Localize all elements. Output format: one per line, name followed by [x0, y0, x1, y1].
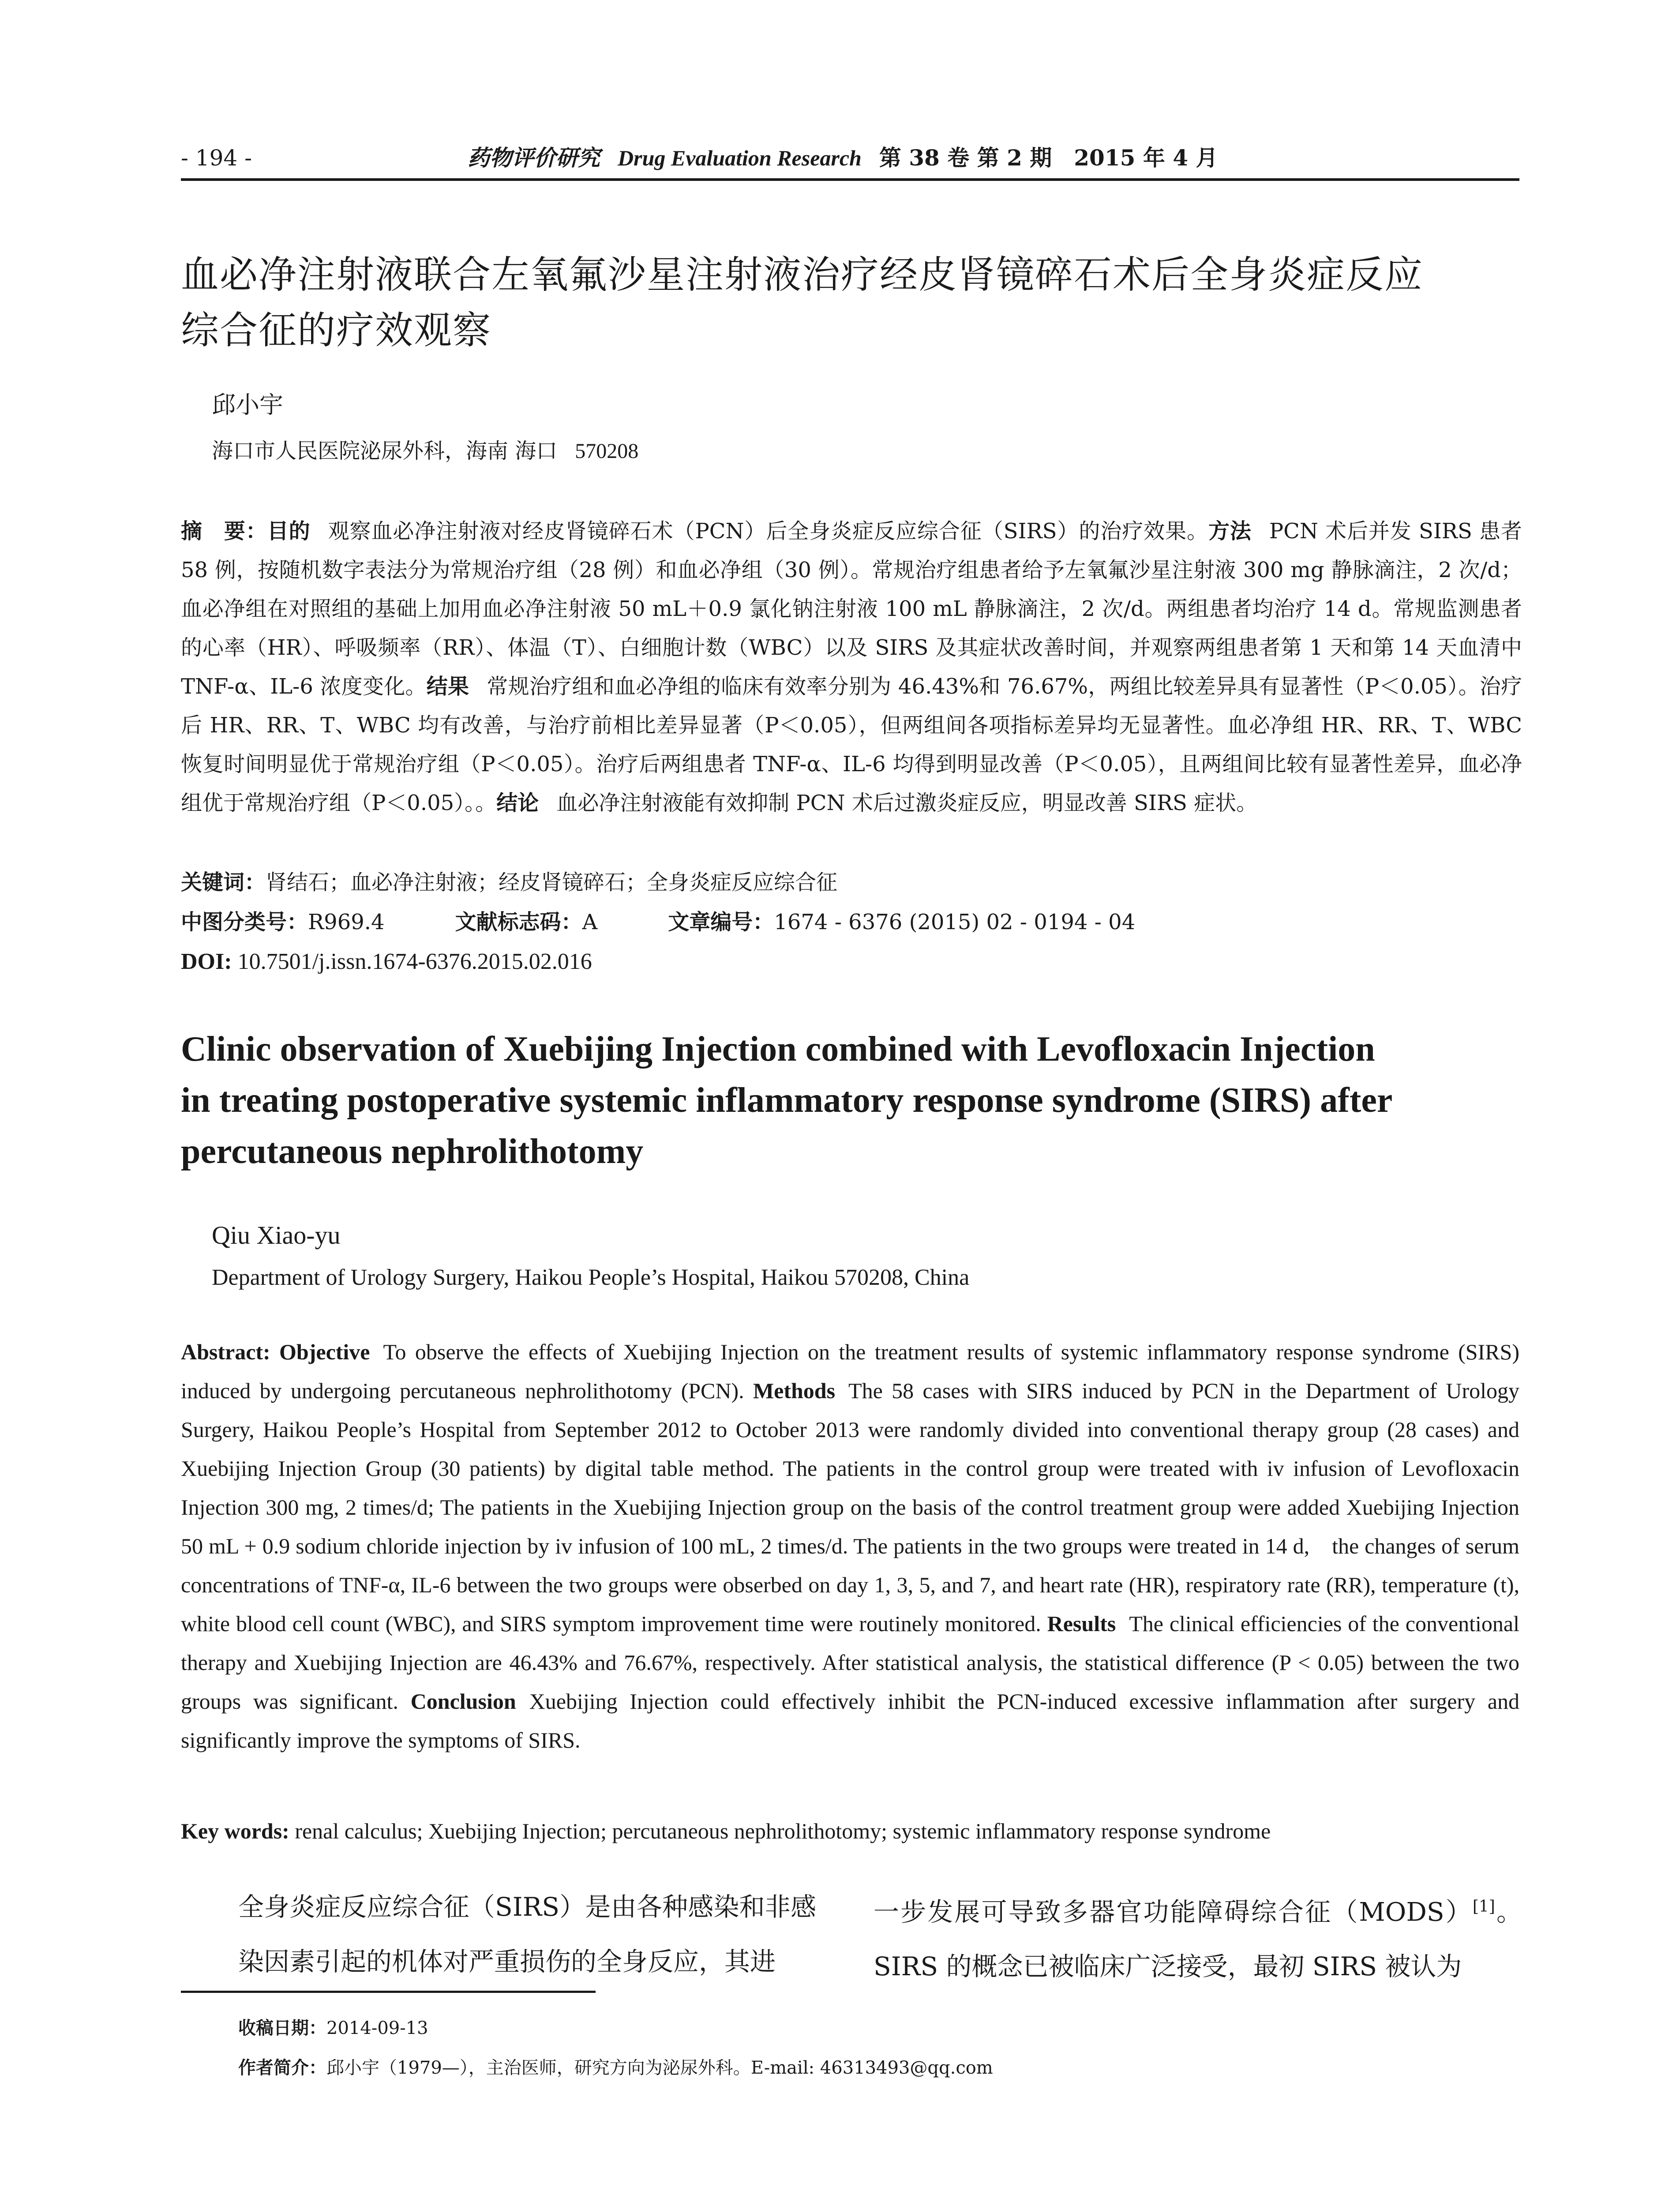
footnote-author-bio: [238, 2052, 993, 2083]
author-en: Qiu Xiao-yu: [212, 1221, 341, 1249]
keywords-en: [181, 1813, 1271, 1849]
methods-en-label: Methods: [753, 1378, 836, 1403]
objective-en-text: To observe the effects of Xuebijing Injection on the treatment results of systemic inflammatory response syndrome (SIRS) induced by undergoing percutaneous nephrolithotomy (PCN).: [181, 1339, 1519, 1403]
doi-line: [181, 944, 592, 979]
doc-code-value: A: [582, 910, 598, 934]
results-cn-text: 常规治疗组和血必净组的临床有效率分别为 46.43%和 76.67%，两组比较差异具有显著性（P＜0.05）。治疗后 HR、RR、T、WBC 均有改善，与治疗前相比差异显著（P＜0.05），但两组间各项指标差异均无显著性。血必净组 HR、RR、T、WBC 恢复时间明显优于常规治疗组（P＜0.05）。治疗后两组患者 TNF-α、IL-6 均得到明显改善（P＜0.05），且两组间比较有显著性差异，血必净组优于常规治疗组（P＜0.05）。。: [181, 674, 1522, 815]
received-value: 2014-09-13: [326, 2018, 428, 2038]
journal-name-en: Drug Evaluation Research: [618, 146, 862, 170]
abstract-cn-label: 摘 要：: [181, 519, 267, 544]
abstract-cn: [181, 512, 1522, 822]
abstract-en-label: Abstract:: [181, 1339, 270, 1364]
title-cn: [181, 247, 1522, 358]
results-en-text: The clinical efficiencies of the conventional therapy and Xuebijing Injection are 46.43% and 76.67%, respectively. After statistical analysis, the statistical difference (P < 0.05) between the two groups was significant.: [181, 1611, 1520, 1714]
methods-cn-text: PCN 术后并发 SIRS 患者 58 例，按随机数字表法分为常规治疗组（28 例）和血必净组（30 例）。常规治疗组患者给予左氧氟沙星注射液 300 mg 静脉滴注，2 次/d；血必净组在对照组的基础上加用血必净注射液 50 mL＋0.9 氯化钠注射液 100 mL 静脉滴注，2 次/d。两组患者均治疗 14 d。常规监测患者的心率（HR）、呼吸频率（RR）、体温（T）、白细胞计数（WBC）以及 SIRS 及其症状改善时间，并观察两组患者第 1 天和第 14 天血清中 TNF-α、IL-6 浓度变化。: [181, 519, 1522, 699]
page-number: - 194 -: [181, 145, 252, 171]
doi-label: DOI:: [181, 949, 232, 974]
body-column-right: [874, 1880, 1522, 1994]
title-cn-line: 血必净注射液联合左氧氟沙星注射液治疗经皮肾镜碎石术后全身炎症反应: [181, 253, 1423, 297]
bio-label: 作者简介：: [238, 2058, 326, 2078]
classification-line: [181, 904, 1135, 940]
affiliation-en: Department of Urology Surgery, Haikou People’s Hospital, Haikou 570208, China: [212, 1265, 970, 1290]
footnote-received: [238, 2013, 428, 2044]
keywords-cn: [181, 865, 837, 900]
journal-logo-cn: 药物评价研究: [468, 145, 600, 171]
received-label: 收稿日期：: [238, 2018, 326, 2038]
results-cn-label: 结果: [426, 674, 469, 699]
author-cn: 邱小宇: [212, 391, 283, 419]
conclusion-cn-label: 结论: [496, 791, 539, 815]
conclusion-en-text: Xuebijing Injection could effectively inhibit the PCN-induced excessive inflammation after surgery and significantly improve the symptoms of SIRS.: [181, 1689, 1520, 1752]
title-en-line: in treating postoperative systemic inflammatory response syndrome (SIRS) after: [181, 1081, 1393, 1120]
body-text: 一步发展可导致多器官功能障碍综合征（MODS）: [874, 1897, 1473, 1927]
keywords-en-text: renal calculus; Xuebijing Injection; percutaneous nephrolithotomy; systemic inflammatory response syndrome: [295, 1819, 1271, 1843]
title-en: [181, 1024, 1540, 1177]
title-cn-line: 综合征的疗效观察: [181, 308, 491, 353]
article-no-value: 1674 - 6376 (2015) 02 - 0194 - 04: [774, 910, 1136, 934]
methods-en-text: The 58 cases with SIRS induced by PCN in the Department of Urology Surgery, Haikou People’s Hospital from September 2012 to October 2013 were randomly divided into conventional therapy group (28 cases) and Xuebijing Injection Group (30 patients) by digital table method. The patients in the control group were treated with iv infusion of Levofloxacin Injection 300 mg, 2 times/d; The patients in the Xuebijing Injection group on the basis of the control treatment group were added Xuebijing Injection 50 mL + 0.9 sodium chloride injection by iv infusion of 100 mL, 2 times/d. The patients in the two groups were treated in 14 d, the changes of serum concentrations of TNF-α, IL-6 between the two groups were obserbed on day 1, 3, 5, and 7, and heart rate (HR), respiratory rate (RR), temperature (t), white blood cell count (WBC), and SIRS symptom improvement time were routinely monitored.: [181, 1378, 1519, 1636]
keywords-en-label: Key words:: [181, 1819, 289, 1843]
clc-value: R969.4: [308, 910, 385, 934]
postcode: 570208: [575, 439, 639, 463]
title-en-line: percutaneous nephrolithotomy: [181, 1132, 644, 1171]
footnote-rule: [181, 1991, 596, 1993]
journal-info: [468, 140, 1218, 176]
doi-value: 10.7501/j.issn.1674-6376.2015.02.016: [237, 949, 592, 974]
affiliation-cn: [212, 433, 638, 469]
keywords-cn-label: 关键词：: [181, 870, 266, 895]
body-column-left: [181, 1880, 816, 1989]
objective-cn-text: 观察血必净注射液对经皮肾镜碎石术（PCN）后全身炎症反应综合征（SIRS）的治疗效果。: [328, 519, 1208, 544]
clc-label: 中图分类号：: [181, 910, 308, 934]
keywords-cn-text: 肾结石；血必净注射液；经皮肾镜碎石；全身炎症反应综合征: [266, 870, 838, 895]
reference-mark[interactable]: [1]: [1472, 1898, 1495, 1916]
objective-en-label: Objective: [279, 1339, 370, 1364]
title-en-line: Clinic observation of Xuebijing Injection combined with Levofloxacin Injection: [181, 1030, 1375, 1069]
body-paragraph: 全身炎症反应综合征（SIRS）是由各种感染和非感染因素引起的机体对严重损伤的全身反应，其进: [238, 1892, 816, 1977]
abstract-en: [181, 1332, 1519, 1760]
doc-code-label: 文献标志码：: [455, 910, 582, 934]
issue-info: 第 38 卷 第 2 期 2015 年 4 月: [879, 145, 1218, 171]
results-en-label: Results: [1047, 1611, 1116, 1636]
methods-cn-label: 方法: [1208, 519, 1252, 544]
conclusion-en-label: Conclusion: [410, 1689, 516, 1714]
running-header: [181, 140, 1519, 176]
conclusion-cn-text: 血必净注射液能有效抑制 PCN 术后过激炎症反应，明显改善 SIRS 症状。: [556, 791, 1258, 815]
bio-value: 邱小宇（1979—），主治医师，研究方向为泌尿外科。E-mail: 46313493@qq.com: [326, 2058, 993, 2078]
objective-cn-label: 目的: [267, 519, 311, 544]
affiliation-cn-text: 海口市人民医院泌尿外科，海南 海口: [212, 439, 558, 463]
body-text: 。SIRS 的概念已被临床广泛接受，最初 SIRS 被认为: [874, 1897, 1522, 1982]
article-no-label: 文章编号：: [668, 910, 774, 934]
header-rule: [181, 178, 1519, 181]
